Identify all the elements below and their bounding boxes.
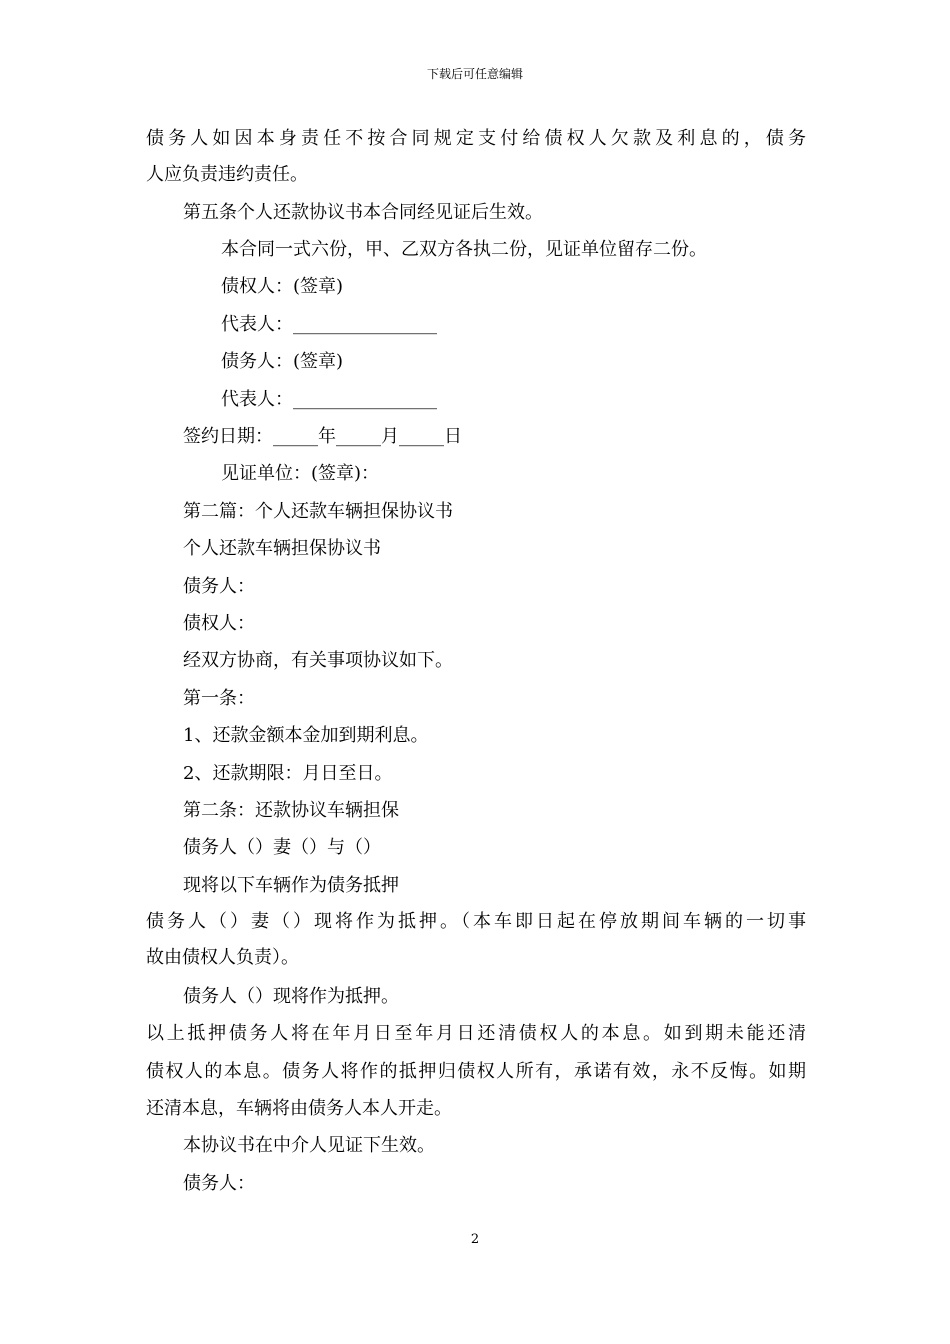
paragraph-line: 债权人的本息。债务人将作的抵押归债权人所有，承诺有效，永不反悔。如期 <box>146 1061 806 1082</box>
paragraph-line: 本合同一式六份，甲、乙双方各执二份，见证单位留存二份。 <box>221 239 707 260</box>
paragraph-line: 第一条： <box>183 688 255 709</box>
paragraph-line: 现将以下车辆作为债务抵押 <box>183 875 399 896</box>
paragraph-line: 债务人（）现将作为抵押。 <box>183 986 399 1007</box>
paragraph-line: 债务人： <box>183 576 255 597</box>
paragraph-line: 本协议书在中介人见证下生效。 <box>183 1135 435 1156</box>
paragraph-line: 代表人：________________ <box>221 314 437 335</box>
paragraph-line: 签约日期：_____年_____月_____日 <box>183 426 462 447</box>
paragraph-line: 以上抵押债务人将在年月日至年月日还清债权人的本息。如到期未能还清 <box>146 1023 806 1044</box>
paragraph-line: 还清本息，车辆将由债务人本人开走。 <box>146 1098 452 1119</box>
paragraph-line: 第二条：还款协议车辆担保 <box>183 800 399 821</box>
paragraph-line: 2、还款期限：月日至日。 <box>183 763 393 784</box>
paragraph-line: 见证单位：(签章)： <box>221 463 380 484</box>
paragraph-line: 故由债权人负责）。 <box>146 947 299 968</box>
paragraph-line: 经双方协商，有关事项协议如下。 <box>183 650 453 671</box>
paragraph-line: 第五条个人还款协议书本合同经见证后生效。 <box>183 202 543 223</box>
paragraph-line: 债务人：(签章) <box>221 351 344 372</box>
paragraph-line: 债务人如因本身责任不按合同规定支付给债权人欠款及利息的，债务 <box>146 128 806 149</box>
paragraph-line: 债务人（）妻（）与（） <box>183 837 381 858</box>
paragraph-line: 代表人：________________ <box>221 389 437 410</box>
paragraph-line: 债务人（）妻（）现将作为抵押。（本车即日起在停放期间车辆的一切事 <box>146 911 806 932</box>
page-header: 下载后可任意编辑 <box>426 67 523 81</box>
paragraph-line: 第二篇：个人还款车辆担保协议书 <box>183 501 453 522</box>
paragraph-line: 债权人：(签章) <box>221 276 344 297</box>
paragraph-line: 个人还款车辆担保协议书 <box>183 538 381 559</box>
paragraph-line: 人应负责违约责任。 <box>146 164 308 185</box>
paragraph-line: 1、还款金额本金加到期利息。 <box>183 725 429 746</box>
paragraph-line: 债务人： <box>183 1173 255 1194</box>
page-number: 2 <box>470 1232 480 1247</box>
paragraph-line: 债权人： <box>183 613 255 634</box>
